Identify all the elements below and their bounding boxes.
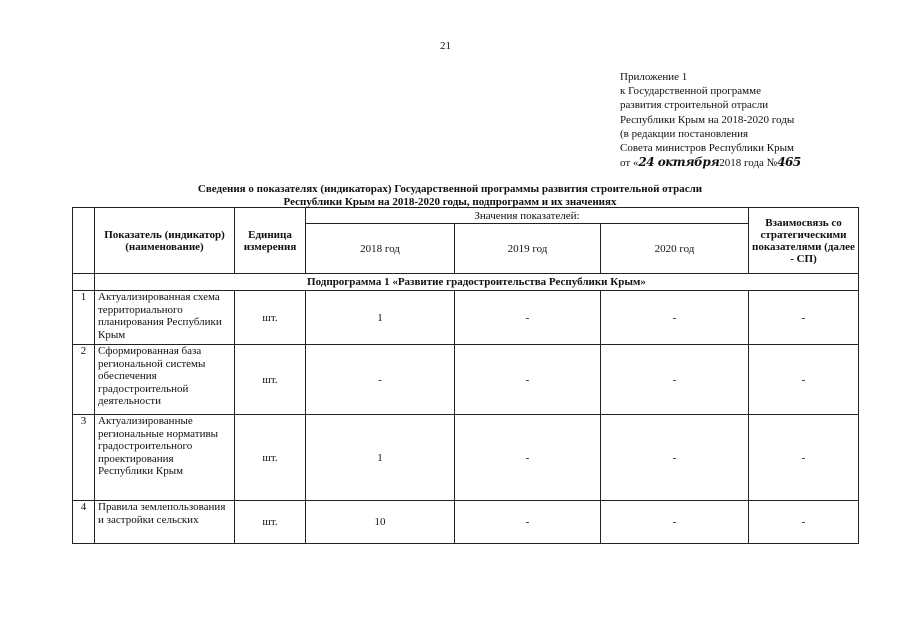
- row-unit: шт.: [235, 501, 306, 544]
- row-value-2018: 1: [306, 291, 455, 345]
- appendix-line: к Государственной программе: [620, 85, 761, 98]
- row-value-2020: -: [601, 415, 749, 501]
- row-value-2020: -: [601, 291, 749, 345]
- row-indicator: Правила землепользования и застройки сельских: [95, 501, 235, 544]
- row-indicator: Актуализированные региональные нормативы градостроительного проектирования Республики Крым: [95, 415, 235, 501]
- row-sp: -: [749, 291, 859, 345]
- page-number: 21: [440, 40, 451, 52]
- appendix-line: Республики Крым на 2018-2020 годы: [620, 113, 795, 126]
- row-value-2018: 1: [306, 415, 455, 501]
- row-indicator: Актуализированная схема территориального планирования Республики Крым: [95, 291, 235, 345]
- table-row: [73, 345, 859, 415]
- row-value-2020: -: [601, 501, 749, 544]
- appendix-block: [620, 70, 801, 170]
- header-year-2019: 2019 год: [455, 224, 601, 274]
- title-line-1: Сведения о показателях (индикаторах) Государственной программы развития строительной отрасли: [197, 183, 703, 195]
- header-relation: Взаимосвязь со стратегическими показателями (далее - СП): [749, 208, 859, 274]
- row-value-2019: -: [455, 415, 601, 501]
- row-value-2019: -: [455, 345, 601, 415]
- date-year: 2018 года №: [719, 157, 778, 170]
- row-value-2019: -: [455, 501, 601, 544]
- table-row: [73, 291, 859, 345]
- table-row: [73, 501, 859, 544]
- header-year-2020: 2020 год: [601, 224, 749, 274]
- subprogram-num-cell: [73, 274, 95, 291]
- header-num-cell: [73, 208, 95, 274]
- row-number: 4: [73, 501, 95, 544]
- row-value-2019: -: [455, 291, 601, 345]
- appendix-date-line: [620, 155, 801, 170]
- row-number: 2: [73, 345, 95, 415]
- row-value-2020: -: [601, 345, 749, 415]
- document-title: [150, 183, 750, 209]
- row-unit: шт.: [235, 415, 306, 501]
- header-unit: Единица измерения: [235, 208, 306, 274]
- header-values-group: Значения показателей:: [306, 208, 749, 224]
- row-unit: шт.: [235, 291, 306, 345]
- appendix-line: Совета министров Республики Крым: [620, 142, 794, 155]
- row-value-2018: -: [306, 345, 455, 415]
- row-sp: -: [749, 501, 859, 544]
- date-prefix: от «: [620, 157, 639, 170]
- handwritten-number: 465: [777, 155, 801, 170]
- appendix-line: Приложение 1: [620, 71, 688, 83]
- row-sp: -: [749, 415, 859, 501]
- indicators-table: [72, 207, 859, 544]
- row-sp: -: [749, 345, 859, 415]
- header-indicator: Показатель (индикатор) (наименование): [95, 208, 235, 274]
- header-year-2018: 2018 год: [306, 224, 455, 274]
- row-number: 3: [73, 415, 95, 501]
- row-number: 1: [73, 291, 95, 345]
- row-value-2018: 10: [306, 501, 455, 544]
- row-unit: шт.: [235, 345, 306, 415]
- row-indicator: Сформированная база региональной системы обеспечения градостроительной деятельности: [95, 345, 235, 415]
- table-row: [73, 415, 859, 501]
- handwritten-date: 24 октября: [638, 155, 720, 170]
- appendix-line: (в редакции постановления: [620, 127, 749, 140]
- appendix-line: развития строительной отрасли: [620, 99, 769, 112]
- title-line-2: Республики Крым на 2018-2020 годы, подпрограмм и их значениях: [283, 196, 617, 208]
- subprogram-heading: Подпрограмма 1 «Развитие градостроительства Республики Крым»: [95, 274, 859, 291]
